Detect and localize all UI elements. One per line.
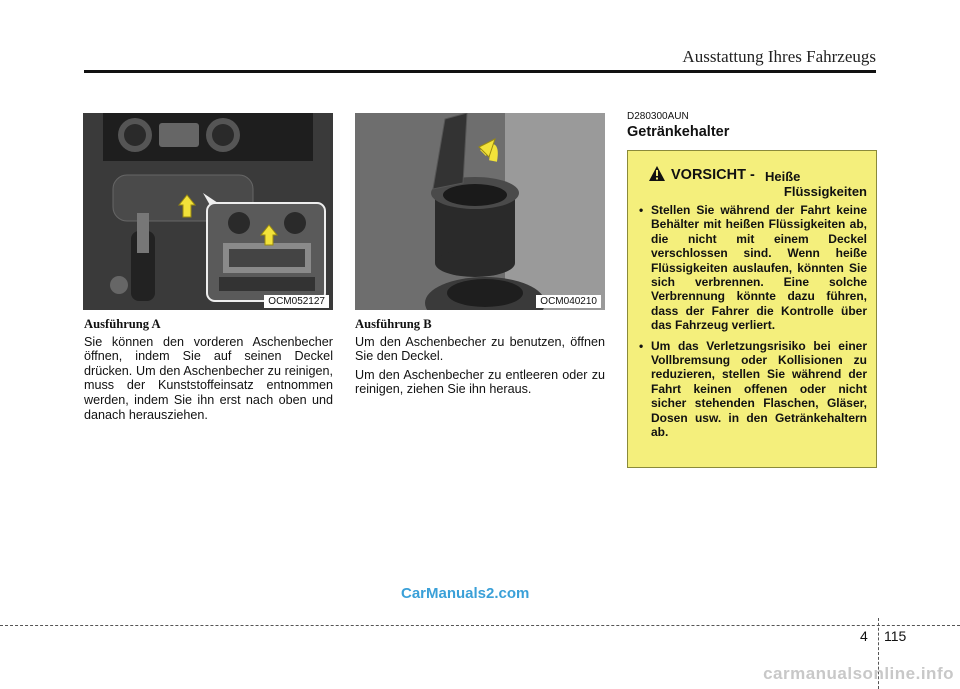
figure-code: OCM052127 xyxy=(264,295,329,308)
ashtray-a-photo xyxy=(83,113,333,310)
caution-item: • Um das Verletzungsrisiko bei einer Vollbremsung oder Kollisionen zu reduzieren, stellen Sie während der Fahrt keinen offenen oder nicht sicher stehenden Flaschen, Gläser, Dosen usw. in den Getränkehaltern ab. xyxy=(637,339,867,440)
section-title: Getränkehalter xyxy=(627,124,730,140)
figure-ashtray-a xyxy=(83,113,333,310)
footer-rule xyxy=(0,625,960,626)
paragraph: Sie können den vorderen Aschenbecher öffnen, indem Sie auf seinen Deckel drücken. Um den Aschenbecher zu reinigen, muss der Kunststoffeinsatz entnommen werden, indem Sie ihn erst nach oben und danach herausziehen. xyxy=(84,334,333,422)
chapter-number: 4 xyxy=(860,628,868,644)
column-ausfuehrung-b xyxy=(355,317,605,401)
figure-ashtray-b xyxy=(355,113,605,310)
watermark-link[interactable]: CarManuals2.com xyxy=(401,585,530,602)
caution-subject-2: Flüssigkeiten xyxy=(783,184,867,199)
site-watermark: carmanualsonline.info xyxy=(763,664,954,683)
paragraph: Um den Aschenbecher zu benutzen, öffnen Sie den Deckel. xyxy=(355,334,605,364)
paragraph: Um den Aschenbecher zu entleeren oder zu reinigen, ziehen Sie ihn heraus. xyxy=(355,367,605,397)
warning-triangle-icon xyxy=(649,166,665,181)
header-rule xyxy=(84,70,876,73)
caution-subject: Heiße xyxy=(765,169,801,184)
column-ausfuehrung-a xyxy=(84,317,333,426)
caution-label: VORSICHT - xyxy=(671,167,755,183)
section-code: D280300AUN xyxy=(627,111,689,122)
caution-box xyxy=(627,150,877,468)
caution-item: • Stellen Sie während der Fahrt keine Behälter mit heißen Flüssigkeiten ab, die nicht mit einem Deckel verschlossen sind. Wenn heiße Flüssigkeiten auslaufen, könnten Sie sich verbrennen. Eine solche Verbrennung könnte dazu führen, dass der Fahrer die Kontrolle über das Fahrzeug verliert. xyxy=(637,203,867,333)
page-number: 115 xyxy=(884,628,907,644)
subtitle: Ausführung A xyxy=(84,317,161,331)
caution-list xyxy=(637,203,867,440)
figure-code: OCM040210 xyxy=(536,295,601,308)
header-title: Ausstattung Ihres Fahrzeugs xyxy=(682,47,876,66)
caution-header xyxy=(637,159,867,199)
ashtray-b-photo xyxy=(355,113,605,310)
subtitle: Ausführung B xyxy=(355,317,432,331)
